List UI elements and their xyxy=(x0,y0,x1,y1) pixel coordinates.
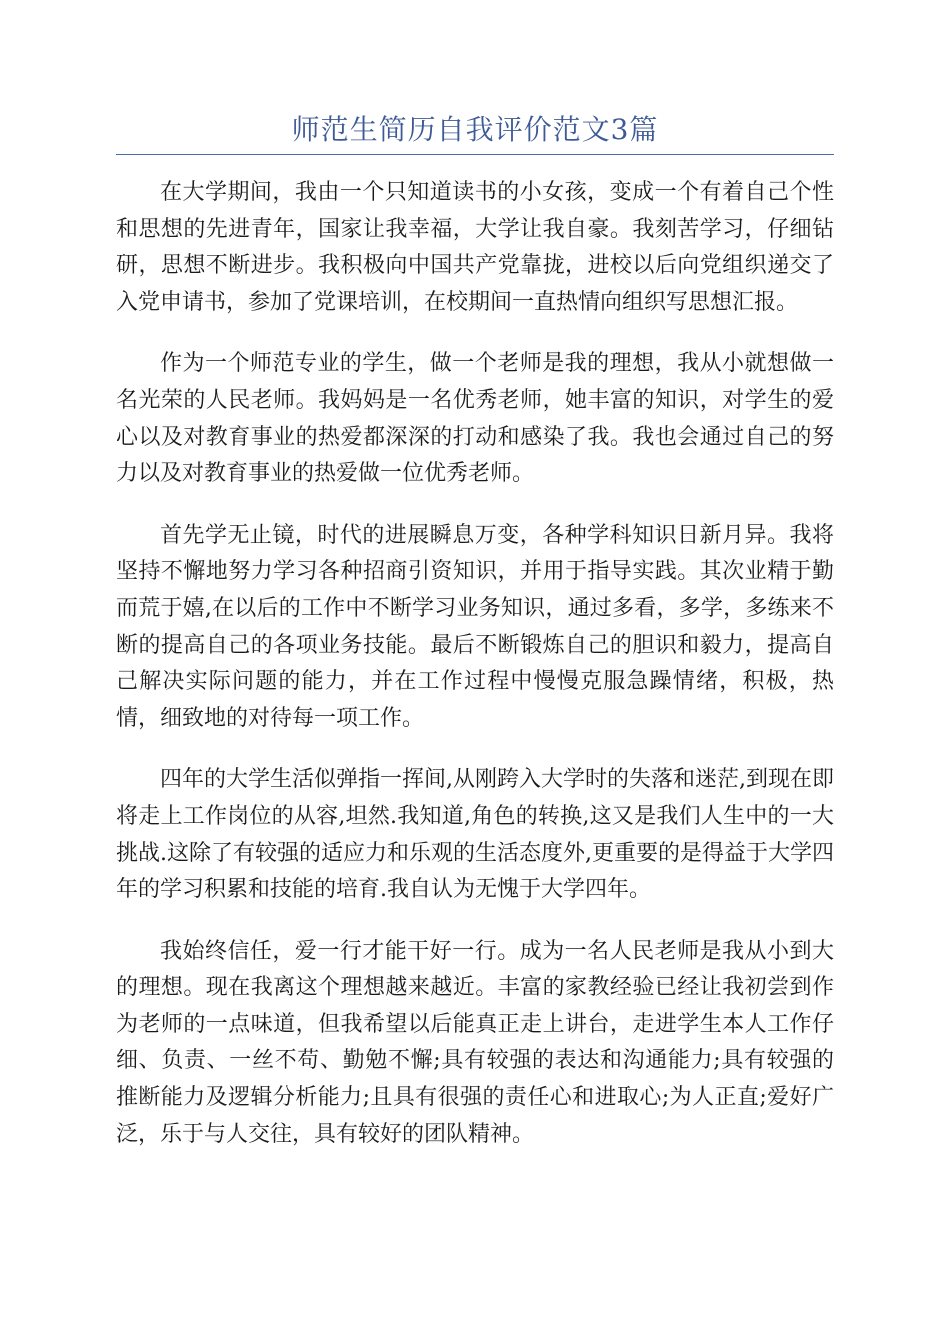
paragraph-4: 四年的大学生活似弹指一挥间,从刚跨入大学时的失落和迷茫,到现在即将走上工作岗位的从容,坦然.我知道,角色的转换,这又是我们人生中的一大挑战.这除了有较强的适应力和乐观的生活态度外,更重要的是得益于大学四年的学习积累和技能的培育.我自认为无愧于大学四年。 xyxy=(116,767,834,903)
title-underline-rule xyxy=(116,154,834,155)
document-title: 师范生简历自我评价范文3篇 xyxy=(291,113,659,146)
paragraph-3: 首先学无止镜，时代的进展瞬息万变，各种学科知识日新月异。我将坚持不懈地努力学习各种招商引资知识，并用于指导实践。其次业精于勤而荒于嬉,在以后的工作中不断学习业务知识，通过多看，多学，多练来不断的提高自己的各项业务技能。最后不断锻炼自己的胆识和毅力，提高自己解决实际问题的能力，并在工作过程中慢慢克服急躁情绪，积极，热情，细致地的对待每一项工作。 xyxy=(116,522,834,731)
paragraph-5: 我始终信任，爱一行才能干好一行。成为一名人民老师是我从小到大的理想。现在我离这个理想越来越近。丰富的家教经验已经让我初尝到作为老师的一点味道，但我希望以后能真正走上讲台，走进学生本人工作仔细、负责、一丝不苟、勤勉不懈;具有较强的表达和沟通能力;具有较强的推断能力及逻辑分析能力;且具有很强的责任心和进取心;为人正直;爱好广泛，乐于与人交往，具有较好的团队精神。 xyxy=(116,938,834,1147)
paragraph-2: 作为一个师范专业的学生，做一个老师是我的理想，我从小就想做一名光荣的人民老师。我妈妈是一名优秀老师，她丰富的知识，对学生的爱心以及对教育事业的热爱都深深的打动和感染了我。我也会通过自己的努力以及对教育事业的热爱做一位优秀老师。 xyxy=(116,351,834,487)
document-body xyxy=(116,175,834,1178)
paragraph-1: 在大学期间，我由一个只知道读书的小女孩，变成一个有着自己个性和思想的先进青年，国家让我幸福，大学让我自豪。我刻苦学习，仔细钻研，思想不断进步。我积极向中国共产党靠拢，进校以后向党组织递交了入党申请书，参加了党课培训，在校期间一直热情向组织写思想汇报。 xyxy=(116,180,834,315)
